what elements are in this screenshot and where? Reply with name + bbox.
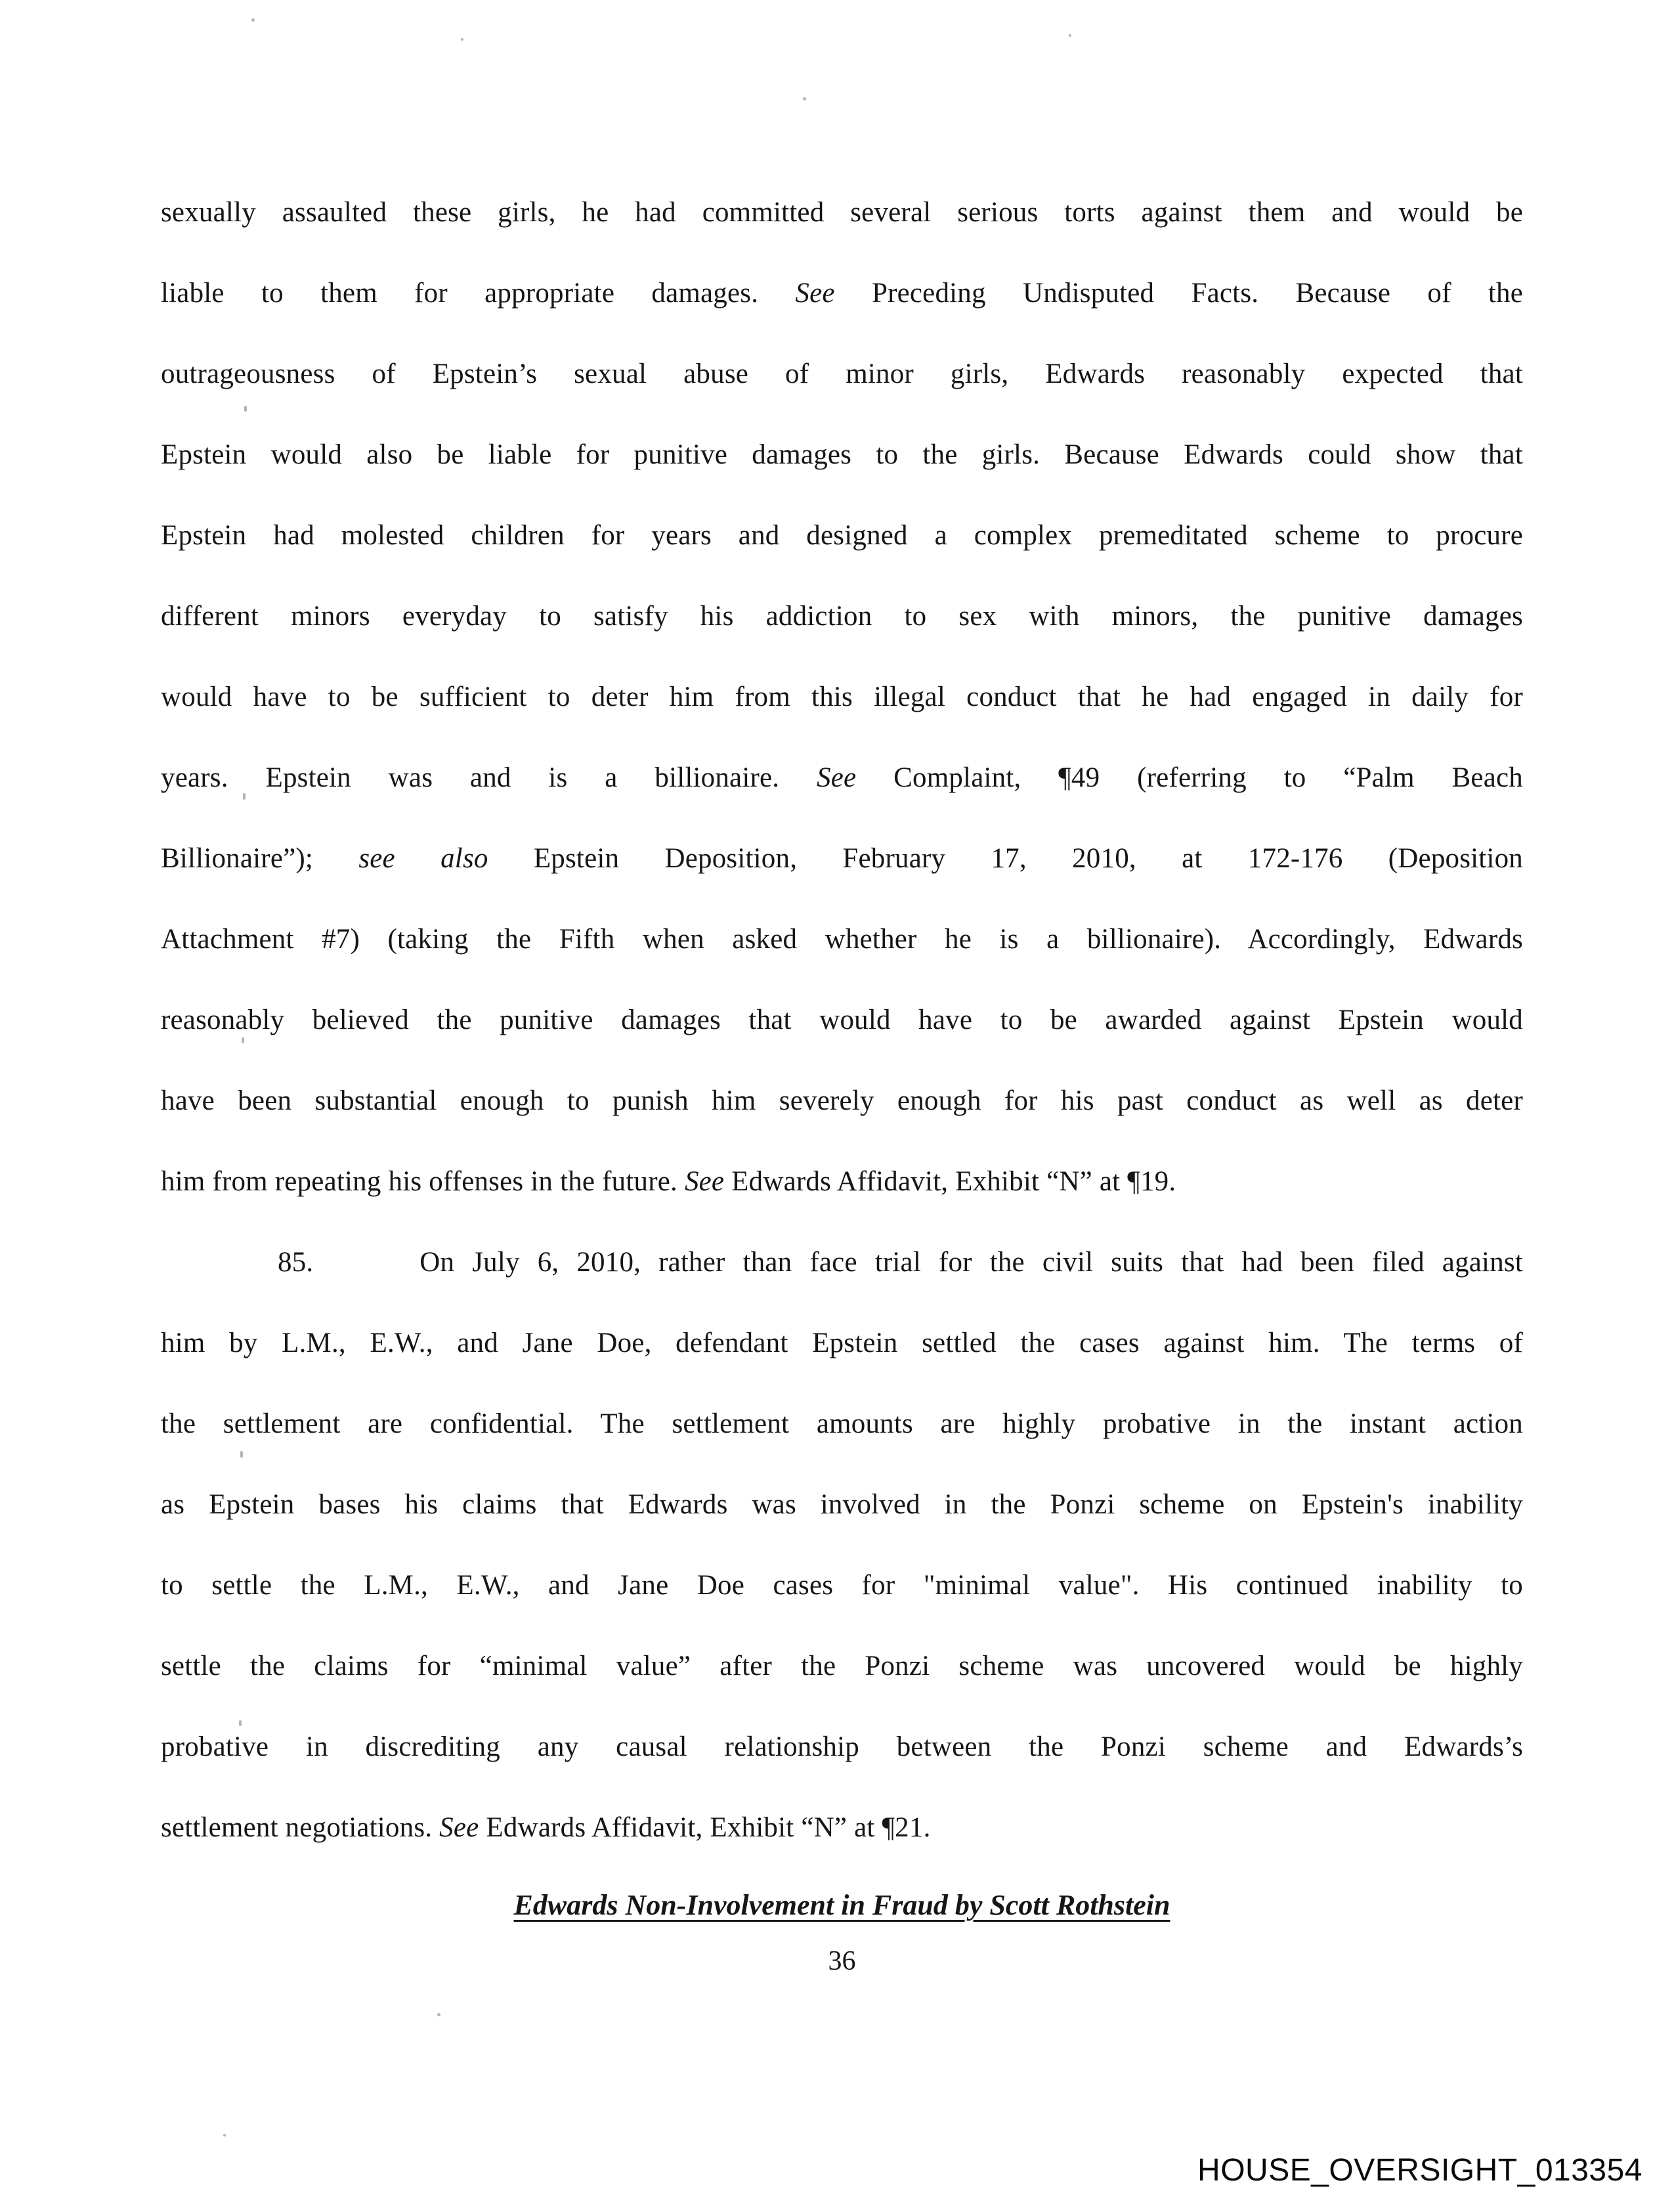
paragraph	[161, 172, 1523, 1222]
text-line	[161, 737, 1523, 818]
italic-citation: see also	[358, 843, 488, 874]
scan-artifact	[251, 18, 255, 22]
section-heading-text: Edwards Non-Involvement in Fraud by Scott Rothstein	[513, 1889, 1170, 1921]
text-line	[161, 1141, 1523, 1222]
scan-artifact	[1069, 34, 1071, 37]
text-run: probative in discrediting any causal relationship between the Ponzi scheme and Edwards’s	[161, 1731, 1523, 1762]
text-run: sexually assaulted these girls, he had committed several serious torts against them and would be	[161, 197, 1523, 228]
text-run: would have to be sufficient to deter him from this illegal conduct that he had engaged in daily for	[161, 682, 1523, 712]
text-run: different minors everyday to satisfy his addiction to sex with minors, the punitive damages	[161, 601, 1523, 632]
text-line	[161, 899, 1523, 980]
text-line	[161, 980, 1523, 1060]
italic-citation: See	[684, 1166, 725, 1197]
document-footer-block	[161, 1872, 1523, 1987]
scan-artifact	[437, 2013, 440, 2016]
bates-stamp: HOUSE_OVERSIGHT_013354	[1197, 2153, 1642, 2188]
section-heading	[161, 1876, 1523, 1935]
text-line	[161, 1222, 1523, 1303]
text-run: as Epstein bases his claims that Edwards was involved in the Ponzi scheme on Epstein's inability	[161, 1489, 1523, 1520]
text-line	[161, 657, 1523, 737]
text-line	[161, 414, 1523, 495]
text-run: him by L.M., E.W., and Jane Doe, defendant Epstein settled the cases against him. The terms of	[161, 1328, 1523, 1358]
text-run: reasonably believed the punitive damages that would have to be awarded against Epstein would	[161, 1005, 1523, 1035]
text-run: Edwards Affidavit, Exhibit “N” at ¶21.	[479, 1812, 931, 1843]
text-run: Preceding Undisputed Facts. Because of the	[834, 278, 1523, 309]
text-run: 85. On July 6, 2010, rather than face trial for the civil suits that had been filed against	[278, 1247, 1523, 1278]
text-run: settlement negotiations.	[161, 1812, 440, 1843]
text-run: Complaint, ¶49 (referring to “Palm Beach	[856, 762, 1523, 793]
text-line	[161, 1545, 1523, 1626]
text-run: have been substantial enough to punish him severely enough for his past conduct as well as deter	[161, 1085, 1523, 1116]
text-line	[161, 1060, 1523, 1141]
text-run: Edwards Affidavit, Exhibit “N” at ¶19.	[724, 1166, 1176, 1197]
paragraph	[161, 1222, 1523, 1868]
text-run: the settlement are confidential. The settlement amounts are highly probative in the instant action	[161, 1408, 1523, 1439]
text-run: outrageousness of Epstein’s sexual abuse of minor girls, Edwards reasonably expected that	[161, 358, 1523, 389]
text-run: years. Epstein was and is a billionaire.	[161, 762, 817, 793]
text-line	[161, 1787, 1523, 1868]
text-line	[161, 1383, 1523, 1464]
text-line	[161, 495, 1523, 576]
document-text	[161, 172, 1523, 1868]
text-line	[161, 172, 1523, 253]
text-run: Attachment #7) (taking the Fifth when asked whether he is a billionaire). Accordingly, Edwards	[161, 924, 1523, 955]
scan-artifact	[461, 38, 463, 41]
italic-citation: See	[817, 762, 857, 793]
text-line	[161, 1303, 1523, 1383]
text-line	[161, 1464, 1523, 1545]
text-line	[161, 818, 1523, 899]
scan-artifact	[803, 97, 806, 100]
text-line	[161, 1706, 1523, 1787]
text-line	[161, 334, 1523, 414]
italic-citation: See	[795, 278, 835, 309]
text-line	[161, 576, 1523, 657]
text-run: him from repeating his offenses in the future.	[161, 1166, 685, 1197]
text-run: Epstein had molested children for years and designed a complex premeditated scheme to procure	[161, 520, 1523, 551]
text-line	[161, 1626, 1523, 1706]
text-run: to settle the L.M., E.W., and Jane Doe cases for "minimal value". His continued inability to	[161, 1570, 1523, 1601]
page-number: 36	[828, 1946, 856, 1976]
italic-citation: See	[439, 1812, 479, 1843]
text-run: Billionaire”);	[161, 843, 359, 874]
text-run: settle the claims for “minimal value” after the Ponzi scheme was uncovered would be highly	[161, 1651, 1523, 1681]
text-run: liable to them for appropriate damages.	[161, 278, 796, 309]
text-run: Epstein would also be liable for punitive damages to the girls. Because Edwards could show that	[161, 439, 1523, 470]
text-run: Epstein Deposition, February 17, 2010, at 172-176 (Deposition	[488, 843, 1524, 874]
text-line	[161, 253, 1523, 334]
scan-artifact	[223, 2134, 226, 2136]
